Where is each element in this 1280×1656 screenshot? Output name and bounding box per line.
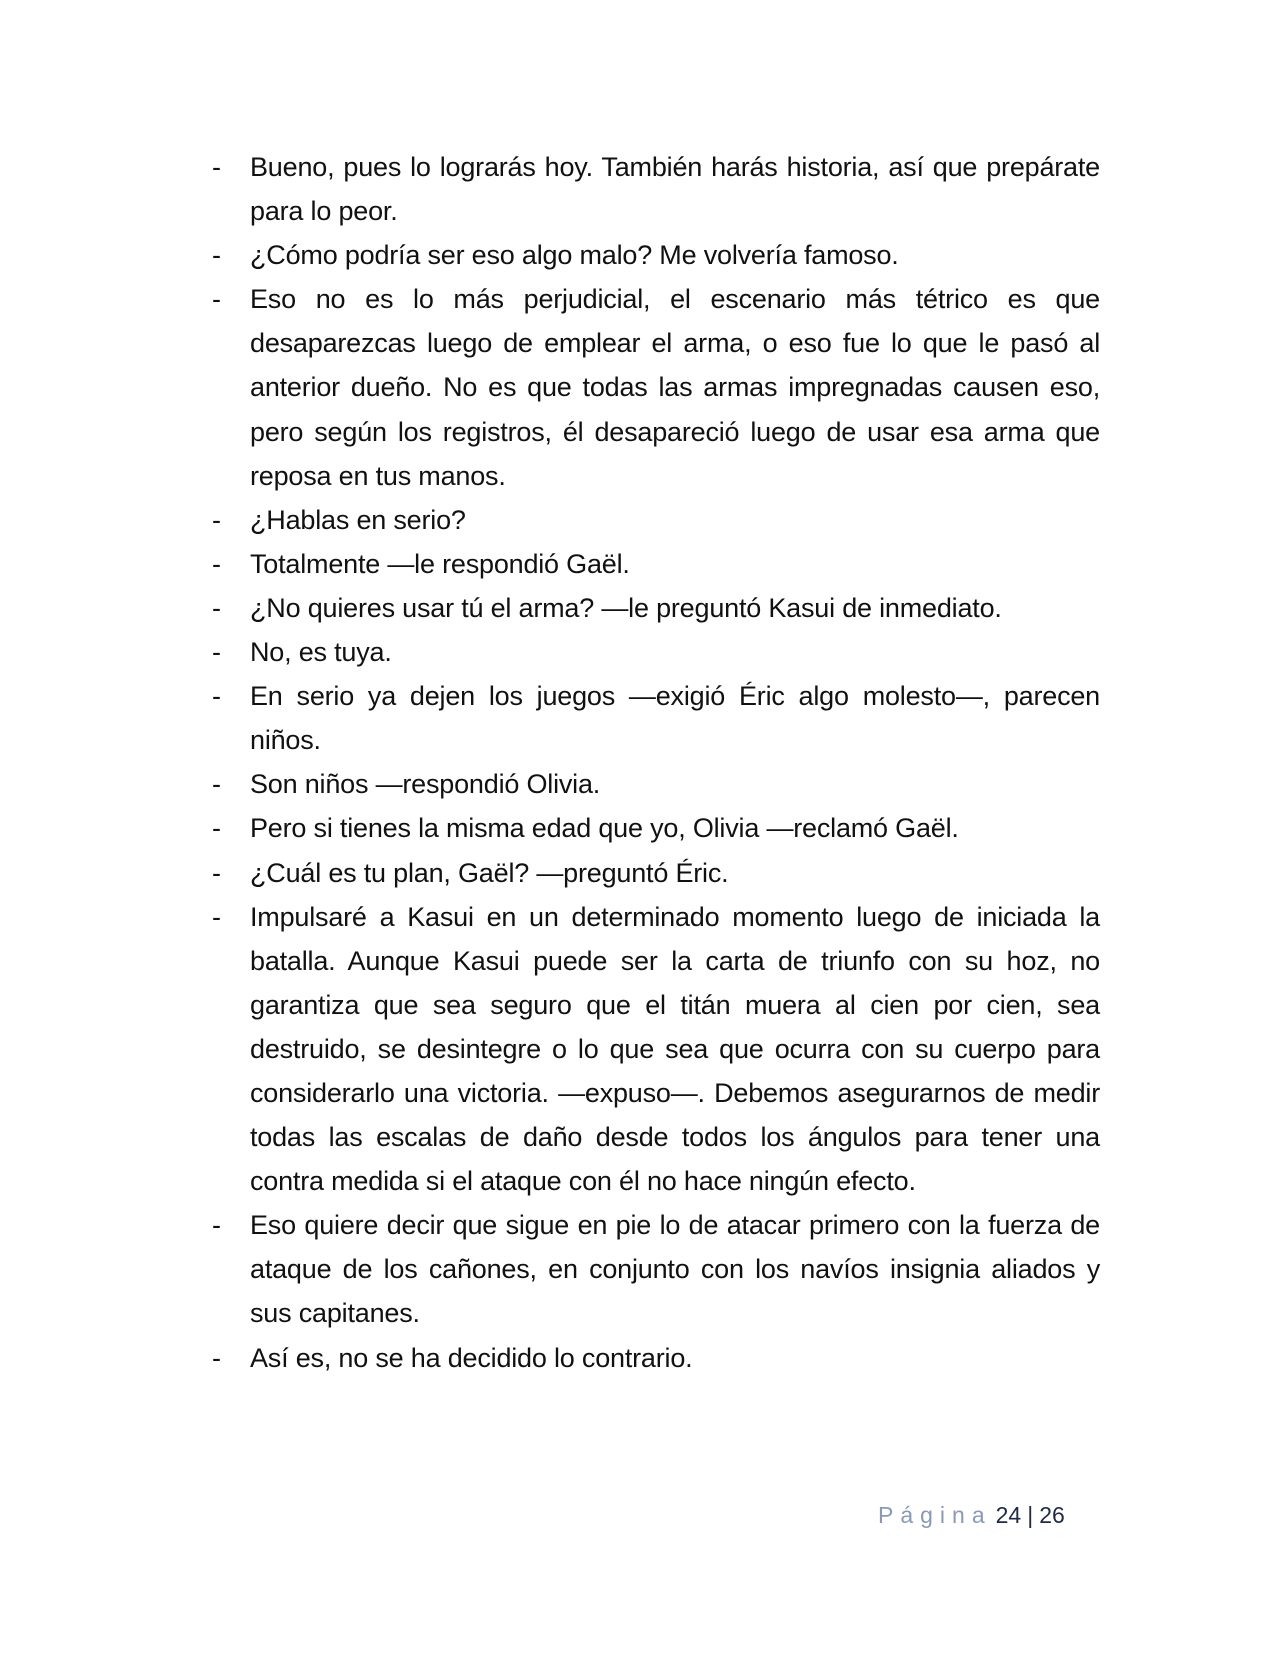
dash-bullet: -: [212, 813, 221, 844]
dash-bullet: -: [212, 504, 221, 535]
page-total: 26: [1039, 1502, 1065, 1528]
dash-bullet: -: [212, 548, 221, 579]
dash-bullet: -: [212, 901, 221, 932]
dash-bullet: -: [212, 637, 221, 668]
dialogue-item: [212, 762, 1100, 806]
dash-bullet: -: [212, 592, 221, 623]
dialogue-list: [212, 145, 1100, 1380]
page-footer: [878, 1502, 1065, 1529]
page-separator: |: [1027, 1502, 1034, 1528]
dash-bullet: -: [212, 240, 221, 271]
dialogue-text: En serio ya dejen los juegos —exigió Éric algo molesto—, parecen niños.: [250, 681, 1100, 756]
dialogue-item: [212, 1203, 1100, 1335]
dialogue-item: [212, 586, 1100, 630]
page-label: Página: [878, 1502, 992, 1528]
dialogue-text: No, es tuya.: [250, 637, 392, 668]
dash-bullet: -: [212, 769, 221, 800]
dialogue-item: [212, 277, 1100, 497]
dialogue-text: Pero si tienes la misma edad que yo, Olivia —reclamó Gaël.: [250, 813, 959, 844]
dialogue-text: Así es, no se ha decidido lo contrario.: [250, 1342, 693, 1373]
dialogue-text: Impulsaré a Kasui en un determinado momento luego de iniciada la batalla. Aunque Kasui puede ser la carta de triunfo con su hoz, no garantiza que sea seguro que el titán muera al cien por cien, sea destruido, se desintegre o lo que sea que ocurra con su cuerpo para considerarlo una victoria. —expuso—. Debemos asegurarnos de medir todas las escalas de daño desde todos los ángulos para tener una contra medida si el ataque con él no hace ningún efecto.: [250, 901, 1100, 1197]
dialogue-text: ¿Hablas en serio?: [250, 504, 466, 535]
dialogue-item: [212, 145, 1100, 233]
dialogue-item: [212, 674, 1100, 762]
dialogue-item: [212, 806, 1100, 850]
dialogue-item: [212, 542, 1100, 586]
dialogue-text: ¿No quieres usar tú el arma? —le preguntó Kasui de inmediato.: [250, 592, 1002, 623]
dialogue-text: Eso no es lo más perjudicial, el escenario más tétrico es que desaparezcas luego de emplear el arma, o eso fue lo que le pasó al anterior dueño. No es que todas las armas impregnadas causen eso, pero según los registros, él desapareció luego de usar esa arma que reposa en tus manos.: [250, 284, 1100, 491]
dialogue-text: Totalmente —le respondió Gaël.: [250, 548, 630, 579]
dialogue-text: Son niños —respondió Olivia.: [250, 769, 601, 800]
dialogue-item: [212, 498, 1100, 542]
dash-bullet: -: [212, 1210, 221, 1241]
dialogue-text: ¿Cuál es tu plan, Gaël? —preguntó Éric.: [250, 857, 729, 888]
dialogue-text: Bueno, pues lo lograrás hoy. También harás historia, así que prepárate para lo peor.: [250, 152, 1100, 227]
dash-bullet: -: [212, 284, 221, 315]
dialogue-item: [212, 1336, 1100, 1380]
dialogue-text: ¿Cómo podría ser eso algo malo? Me volvería famoso.: [250, 240, 899, 271]
dialogue-item: [212, 895, 1100, 1204]
dialogue-item: [212, 630, 1100, 674]
dash-bullet: -: [212, 152, 221, 182]
dialogue-text: Eso quiere decir que sigue en pie lo de atacar primero con la fuerza de ataque de los cañones, en conjunto con los navíos insignia aliados y sus capitanes.: [250, 1210, 1100, 1329]
dialogue-item: [212, 233, 1100, 277]
page-number: 24: [995, 1502, 1022, 1528]
dash-bullet: -: [212, 681, 221, 712]
dash-bullet: -: [212, 857, 221, 888]
dash-bullet: -: [212, 1342, 221, 1373]
dialogue-item: [212, 851, 1100, 895]
